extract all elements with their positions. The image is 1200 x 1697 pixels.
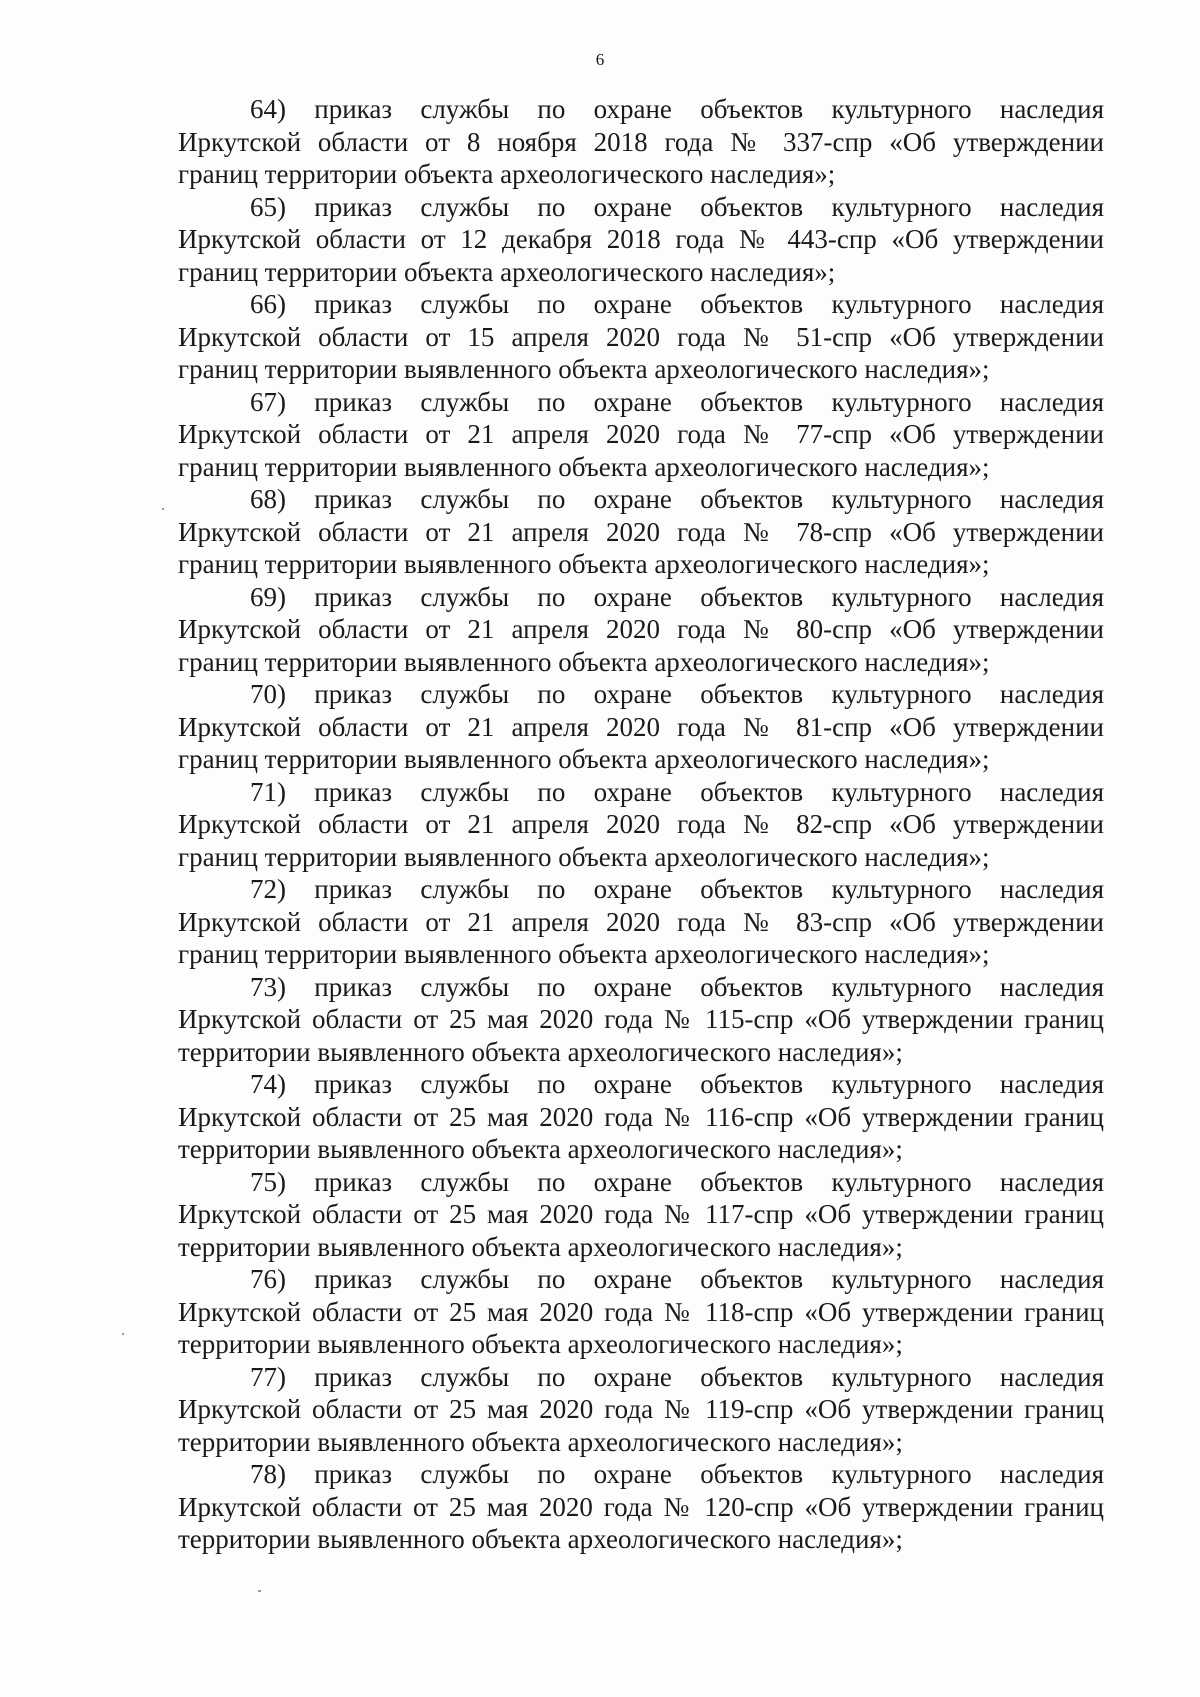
item-line: границ территории выявленного объекта археологического наследия»; (178, 744, 990, 774)
item-line: 67) приказ службы по охране объектов культурного наследия (250, 386, 1104, 417)
item-line: территории выявленного объекта археологического наследия»; (178, 1426, 903, 1457)
list-item (178, 386, 1104, 484)
item-line: территории выявленного объекта археологического наследия»; (178, 1231, 903, 1262)
page-number: 6 (595, 50, 605, 69)
list-item (178, 1361, 1104, 1459)
item-line: Иркутской области от 25 мая 2020 года № 120-спр «Об утверждении границ (178, 1491, 1104, 1522)
list-item (178, 483, 1104, 581)
list-item (178, 971, 1104, 1069)
item-line: границ территории объекта археологического наследия»; (178, 256, 836, 287)
list-item (178, 93, 1104, 191)
item-line: 73) приказ службы по охране объектов культурного наследия (250, 971, 1104, 1002)
item-line: Иркутской области от 21 апреля 2020 года № 83-спр «Об утверждении (178, 906, 1104, 937)
list-item (178, 776, 1104, 874)
item-line: Иркутской области от 25 мая 2020 года № 119-спр «Об утверждении границ (178, 1394, 1104, 1424)
item-line: границ территории выявленного объекта археологического наследия»; (178, 939, 990, 969)
item-line: 69) приказ службы по охране объектов культурного наследия (250, 581, 1104, 612)
item-line: 78) приказ службы по охране объектов культурного наследия (250, 1459, 1104, 1489)
list-item (178, 1068, 1104, 1166)
list-item (178, 1458, 1104, 1556)
item-line: Иркутской области от 25 мая 2020 года № 115-спр «Об утверждении границ (178, 1004, 1104, 1034)
item-line: территории выявленного объекта археологического наследия»; (178, 1329, 903, 1359)
item-line: границ территории объекта археологического наследия»; (178, 159, 836, 189)
item-line: 72) приказ службы по охране объектов культурного наследия (250, 874, 1104, 904)
item-line: Иркутской области от 15 апреля 2020 года № 51-спр «Об утверждении (178, 321, 1104, 352)
item-line: Иркутской области от 21 апреля 2020 года № 81-спр «Об утверждении (178, 711, 1104, 742)
scan-speck (162, 508, 164, 510)
item-line: Иркутской области от 25 мая 2020 года № 118-спр «Об утверждении границ (178, 1296, 1104, 1327)
item-line: Иркутской области от 8 ноября 2018 года № 337-спр «Об утверждении (178, 126, 1104, 157)
list-item (178, 288, 1104, 386)
item-line: границ территории выявленного объекта археологического наследия»; (178, 354, 990, 384)
item-line: 66) приказ службы по охране объектов культурного наследия (250, 289, 1104, 319)
list-item (178, 1166, 1104, 1264)
item-line: 71) приказ службы по охране объектов культурного наследия (250, 776, 1104, 807)
document-body (178, 93, 1104, 1556)
item-line: территории выявленного объекта археологического наследия»; (178, 1134, 903, 1164)
item-line: Иркутской области от 25 мая 2020 года № 116-спр «Об утверждении границ (178, 1101, 1104, 1132)
item-line: территории выявленного объекта археологического наследия»; (178, 1036, 903, 1067)
item-line: Иркутской области от 12 декабря 2018 года № 443-спр «Об утверждении (178, 224, 1104, 254)
scan-speck (258, 1590, 261, 1592)
list-item (178, 678, 1104, 776)
item-line: Иркутской области от 21 апреля 2020 года № 78-спр «Об утверждении (178, 516, 1104, 547)
item-line: Иркутской области от 21 апреля 2020 года № 80-спр «Об утверждении (178, 614, 1104, 644)
item-line: территории выявленного объекта археологического наследия»; (178, 1524, 903, 1554)
item-line: границ территории выявленного объекта археологического наследия»; (178, 549, 990, 579)
item-line: 77) приказ службы по охране объектов культурного наследия (250, 1361, 1104, 1392)
item-line: границ территории выявленного объекта археологического наследия»; (178, 451, 990, 482)
item-line: 64) приказ службы по охране объектов культурного наследия (250, 94, 1104, 124)
list-item (178, 191, 1104, 289)
item-line: 75) приказ службы по охране объектов культурного наследия (250, 1166, 1104, 1197)
item-line: Иркутской области от 21 апреля 2020 года № 82-спр «Об утверждении (178, 809, 1104, 839)
item-line: 70) приказ службы по охране объектов культурного наследия (250, 679, 1104, 709)
list-item (178, 1263, 1104, 1361)
item-line: границ территории выявленного объекта археологического наследия»; (178, 841, 990, 872)
item-line: 68) приказ службы по охране объектов культурного наследия (250, 484, 1104, 514)
list-item (178, 873, 1104, 971)
item-line: границ территории выявленного объекта археологического наследия»; (178, 646, 990, 677)
item-line: 76) приказ службы по охране объектов культурного наследия (250, 1264, 1104, 1294)
list-item (178, 581, 1104, 679)
item-line: Иркутской области от 21 апреля 2020 года № 77-спр «Об утверждении (178, 419, 1104, 449)
scan-speck (122, 1333, 124, 1335)
item-line: 74) приказ службы по охране объектов культурного наследия (250, 1069, 1104, 1099)
item-line: Иркутской области от 25 мая 2020 года № 117-спр «Об утверждении границ (178, 1199, 1104, 1229)
item-line: 65) приказ службы по охране объектов культурного наследия (250, 191, 1104, 222)
